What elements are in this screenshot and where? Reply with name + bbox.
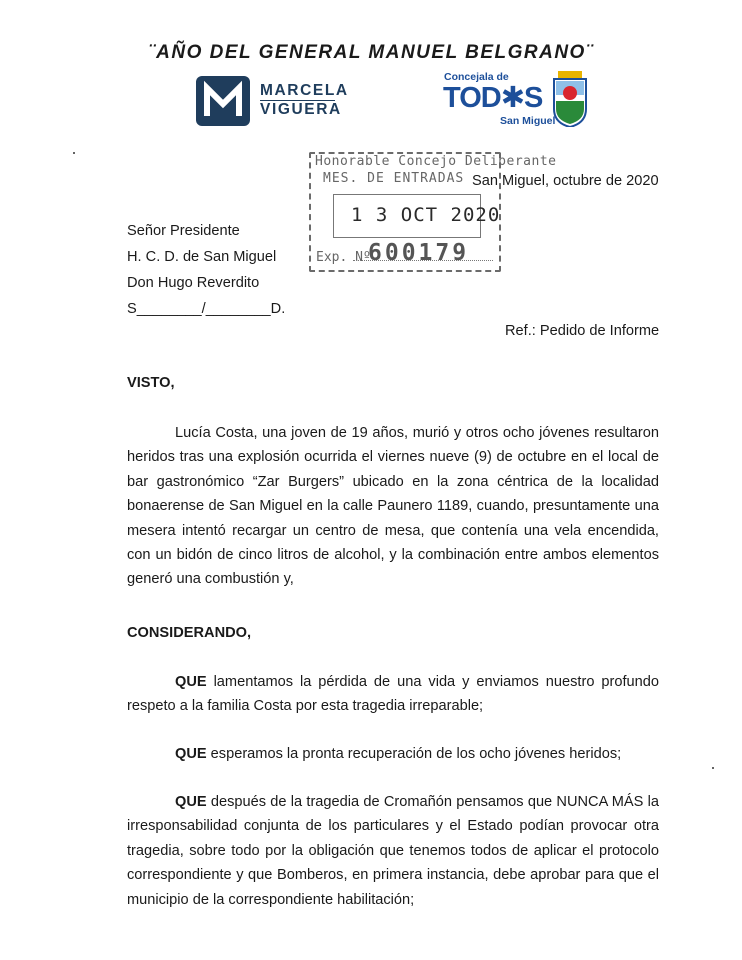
todos-logo-place: San Miguel (500, 115, 556, 127)
stamp-exp-label: Exp. Nº (316, 250, 371, 265)
stamp-date: 1 3 OCT 2020 (351, 204, 501, 226)
place-date: San Miguel, octubre de 2020 (472, 173, 659, 189)
todos-logo-word: TOD✱S (443, 82, 543, 114)
reception-stamp (309, 152, 557, 272)
recipient-line-3: Don Hugo Reverdito (127, 275, 260, 291)
year-motto: ¨AÑO DEL GENERAL MANUEL BELGRANO¨ (148, 42, 594, 63)
visto-heading: VISTO, (127, 375, 175, 391)
stamp-exp-number: 600179 (368, 240, 470, 266)
considerando-3 (127, 790, 659, 912)
considerando-heading: CONSIDERANDO, (127, 625, 252, 641)
considerando-3-lead: QUE (175, 794, 207, 810)
reference-line: Ref.: Pedido de Informe (505, 323, 660, 339)
scan-speck (73, 152, 75, 154)
considerando-2-text: esperamos la pronta recuperación de los ocho jóvenes heridos; (206, 746, 622, 762)
recipient-line-2: H. C. D. de San Miguel (127, 249, 277, 265)
considerando-1 (127, 670, 659, 719)
visto-text: Lucía Costa, una joven de 19 años, murió y otros ocho jóvenes resultaron heridos tras una explosión ocurrida el viernes nueve (9) de octubre en el local de bar gastronómico “Zar Burgers” ubicado en la zona céntrica de la localidad bonaerense de San Miguel en la calle Paunero 1189, cuando, presuntamente una mesera intentó recargar un centro de mesa, que contenía una vela encendida, con un bidón de cinco litros de alcohol, y la combinación entre ambos elementos generó una combustión y, (127, 425, 659, 588)
considerando-3-text: después de la tragedia de Cromañón pensamos que NUNCA MÁS la irresponsabilidad conjunta de los particulares y el Estado podían provocar otra tragedia, sobre todo por la obligación que tenemos todos de aplicar el protocolo correspondiente y que Bomberos, en primera instancia, debe aprobar para que el municipio de la correspondiente habilitación; (127, 794, 659, 908)
considerando-1-lead: QUE (175, 674, 207, 690)
considerando-1-text: lamentamos la pérdida de una vida y enviamos nuestro profundo respeto a la familia Costa por esta tragedia irreparable; (127, 674, 659, 715)
logo-first-name: MARCELA (260, 82, 349, 99)
logo-divider (260, 100, 335, 101)
scan-speck (712, 767, 714, 769)
stamp-institution: Honorable Concejo Deliberante (315, 154, 557, 169)
recipient-line-1: Señor Presidente (127, 223, 240, 239)
stamp-office: MES. DE ENTRADAS (323, 171, 465, 186)
visto-paragraph (127, 421, 659, 592)
san-miguel-shield-icon (552, 71, 588, 132)
considerando-2 (127, 742, 659, 766)
logo-last-name: VIGUERA (260, 101, 342, 118)
stamp-dotted-line (353, 260, 493, 261)
todos-logo-subtitle: Concejala de (444, 71, 509, 83)
considerando-2-lead: QUE (175, 746, 207, 762)
salutation-line: S________/________D. (127, 301, 286, 317)
marcela-viguera-logo-mark (196, 76, 250, 126)
